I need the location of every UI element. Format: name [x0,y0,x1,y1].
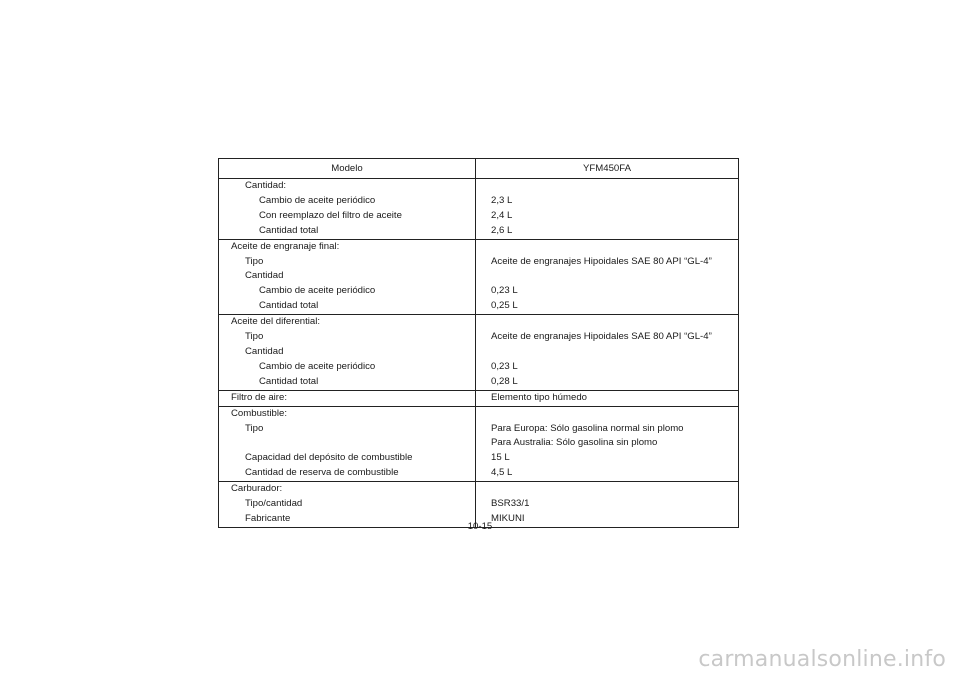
header-model-value: YFM450FA [476,159,739,179]
spec-table-body [219,179,739,528]
spec-value: MIKUNI [476,512,739,527]
spec-value: Para Australia: Sólo gasolina sin plomo [476,436,739,451]
spec-value: 0,25 L [476,299,739,314]
table-row [219,299,739,314]
table-row [219,406,739,421]
spec-label: Tipo [219,330,476,345]
watermark-text: carmanualsonline.info [698,647,946,672]
spec-label: Cambio de aceite periódico [219,284,476,299]
table-row [219,179,739,194]
spec-value [476,406,739,421]
spec-value [476,345,739,360]
page-number: 10-15 [467,521,493,532]
table-row [219,239,739,254]
table-row [219,209,739,224]
table-row [219,482,739,497]
spec-label: Aceite de engranaje final: [219,239,476,254]
spec-label: Cantidad total [219,224,476,239]
spec-value: Aceite de engranajes Hipoidales SAE 80 API “GL-4” [476,255,739,270]
spec-label: Filtro de aire: [219,390,476,406]
spec-label [219,436,476,451]
table-row [219,269,739,284]
spec-label: Cambio de aceite periódico [219,360,476,375]
spec-label: Con reemplazo del filtro de aceite [219,209,476,224]
spec-label: Combustible: [219,406,476,421]
spec-label: Cambio de aceite periódico [219,194,476,209]
spec-value: 2,6 L [476,224,739,239]
table-row [219,466,739,481]
spec-value [476,239,739,254]
spec-label: Cantidad total [219,299,476,314]
spec-value [476,482,739,497]
spec-label: Capacidad del depósito de combustible [219,451,476,466]
spec-label: Aceite del diferential: [219,315,476,330]
spec-value [476,269,739,284]
spec-label: Cantidad total [219,375,476,390]
spec-value: 2,3 L [476,194,739,209]
table-row [219,390,739,406]
table-row [219,497,739,512]
spec-value: Para Europa: Sólo gasolina normal sin plomo [476,422,739,437]
table-row [219,375,739,390]
spec-value: 4,5 L [476,466,739,481]
spec-label: Tipo [219,255,476,270]
table-row [219,284,739,299]
spec-value: 0,28 L [476,375,739,390]
table-row [219,422,739,437]
spec-value: 0,23 L [476,360,739,375]
spec-value: Elemento tipo húmedo [476,390,739,406]
table-row [219,451,739,466]
spec-label: Cantidad de reserva de combustible [219,466,476,481]
spec-value: 0,23 L [476,284,739,299]
spec-value [476,315,739,330]
table-row [219,360,739,375]
header-model-label: Modelo [219,159,476,179]
spec-table [218,158,739,528]
spec-label: Carburador: [219,482,476,497]
spec-value: 15 L [476,451,739,466]
spec-label: Cantidad: [219,179,476,194]
spec-value [476,179,739,194]
spec-value: Aceite de engranajes Hipoidales SAE 80 API “GL-4” [476,330,739,345]
spec-label: Fabricante [219,512,476,527]
table-header-row [219,159,739,179]
table-row [219,315,739,330]
spec-label: Tipo [219,422,476,437]
table-row [219,330,739,345]
spec-label: Cantidad [219,269,476,284]
table-row [219,194,739,209]
table-row [219,224,739,239]
table-row [219,345,739,360]
table-row [219,436,739,451]
spec-value: 2,4 L [476,209,739,224]
table-row [219,255,739,270]
spec-label: Cantidad [219,345,476,360]
spec-value: BSR33/1 [476,497,739,512]
spec-label: Tipo/cantidad [219,497,476,512]
